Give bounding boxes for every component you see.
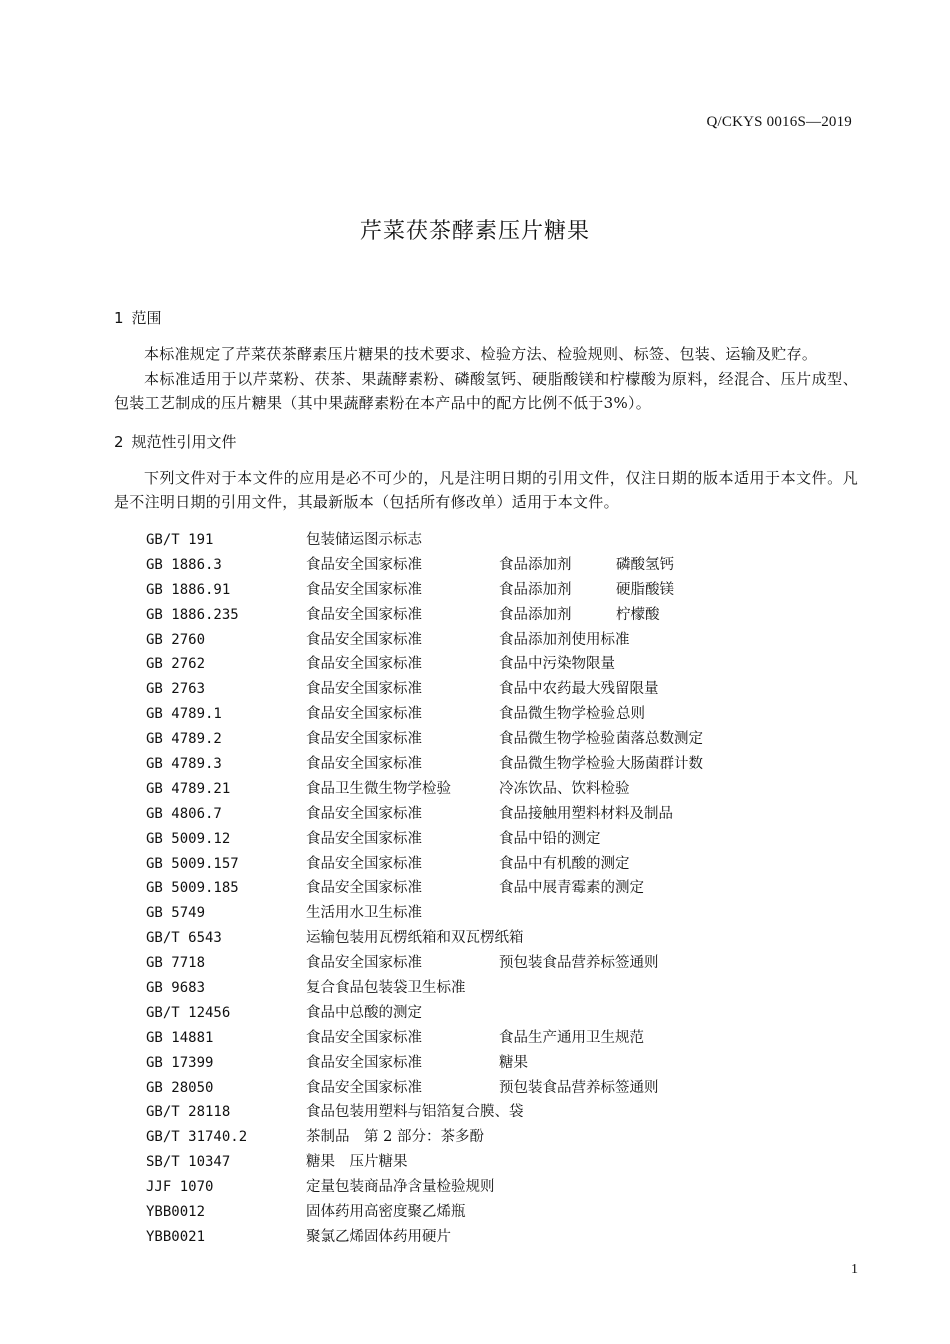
reference-title-part-1: 食品安全国家标准 — [306, 830, 422, 847]
reference-code: GB 5749 — [146, 905, 206, 922]
reference-title-part-3: 磷酸氢钙 — [616, 556, 674, 573]
reference-code: GB 1886.3 — [146, 556, 222, 573]
reference-row — [146, 1051, 846, 1076]
reference-row — [146, 926, 846, 951]
reference-title-part-1: 茶制品 第 2 部分：茶多酚 — [306, 1129, 484, 1146]
reference-title-part-2: 预包装食品营养标签通则 — [499, 955, 659, 972]
reference-title-part-2: 食品中铅的测定 — [499, 830, 601, 847]
section-title: 规范性引用文件 — [131, 433, 237, 451]
reference-row — [146, 603, 846, 628]
reference-code: YBB0012 — [146, 1204, 206, 1221]
reference-row — [146, 901, 846, 926]
reference-title-part-2: 食品微生物学检验 — [499, 756, 615, 773]
reference-row — [146, 677, 846, 702]
reference-code: GB 1886.235 — [146, 606, 239, 623]
reference-title-part-2: 食品添加剂使用标准 — [499, 631, 630, 648]
reference-title-part-3: 菌落总数测定 — [616, 731, 703, 748]
references-intro-paragraph: 下列文件对于本文件的应用是必不可少的，凡是注明日期的引用文件，仅注日期的版本适用于本文件。凡是不注明日期的引用文件，其最新版本（包括所有修改单）适用于本文件。 — [114, 469, 858, 511]
reference-title-part-1: 食品安全国家标准 — [306, 706, 422, 723]
reference-title-part-1: 包装储运图示标志 — [306, 532, 422, 548]
reference-title-part-2: 食品中展青霉素的测定 — [499, 880, 644, 897]
reference-code: YBB0021 — [146, 1228, 206, 1245]
reference-row — [146, 976, 846, 1001]
reference-title-part-1: 聚氯乙烯固体药用硬片 — [306, 1228, 451, 1245]
reference-code: GB/T 191 — [146, 532, 214, 548]
reference-title-part-3: 柠檬酸 — [616, 606, 660, 623]
reference-row — [146, 1026, 846, 1051]
reference-title-part-1: 食品安全国家标准 — [306, 606, 422, 623]
document-code: Q/CKYS 0016S—2019 — [706, 114, 852, 130]
reference-title-part-1: 食品安全国家标准 — [306, 1079, 422, 1096]
section-heading-scope — [114, 307, 162, 328]
reference-title-part-1: 运输包装用瓦楞纸箱和双瓦楞纸箱 — [306, 930, 524, 947]
reference-code: GB 2762 — [146, 656, 206, 673]
reference-code: GB/T 31740.2 — [146, 1129, 248, 1146]
reference-code: GB/T 28118 — [146, 1104, 231, 1121]
reference-title-part-1: 食品卫生微生物学检验 — [306, 780, 451, 797]
reference-code: GB 7718 — [146, 955, 206, 972]
scope-paragraph-1: 本标准规定了芹菜茯茶酵素压片糖果的技术要求、检验方法、检验规则、标签、包装、运输及贮存。 — [144, 345, 818, 363]
reference-code: SB/T 10347 — [146, 1154, 231, 1171]
reference-row — [146, 802, 846, 827]
section-title: 范围 — [131, 309, 162, 327]
reference-title-part-1: 食品安全国家标准 — [306, 855, 422, 872]
reference-title-part-1: 食品安全国家标准 — [306, 880, 422, 897]
reference-title-part-1: 复合食品包装袋卫生标准 — [306, 980, 466, 997]
reference-code: GB 9683 — [146, 980, 206, 997]
reference-title-part-1: 食品安全国家标准 — [306, 1029, 422, 1046]
reference-title-part-1: 食品安全国家标准 — [306, 955, 422, 972]
reference-row — [146, 1175, 846, 1200]
reference-code: GB/T 12456 — [146, 1004, 231, 1021]
reference-title-part-2: 食品微生物学检验 — [499, 706, 615, 723]
reference-title-part-2: 食品中农药最大残留限量 — [499, 681, 659, 698]
reference-row — [146, 1125, 846, 1150]
reference-title-part-1: 食品安全国家标准 — [306, 581, 422, 598]
reference-row — [146, 777, 846, 802]
reference-code: GB 14881 — [146, 1029, 214, 1046]
reference-row — [146, 578, 846, 603]
reference-row — [146, 528, 846, 553]
reference-row — [146, 951, 846, 976]
page-number: 1 — [851, 1262, 858, 1277]
reference-code: GB 2760 — [146, 631, 206, 648]
reference-title-part-1: 食品中总酸的测定 — [306, 1004, 422, 1021]
reference-list — [146, 528, 846, 1250]
reference-code: GB 28050 — [146, 1079, 214, 1096]
reference-row — [146, 702, 846, 727]
reference-row — [146, 876, 846, 901]
reference-code: GB 17399 — [146, 1054, 214, 1071]
reference-row — [146, 1200, 846, 1225]
reference-code: GB 5009.185 — [146, 880, 239, 897]
reference-row — [146, 1100, 846, 1125]
reference-code: GB 5009.12 — [146, 830, 231, 847]
reference-row — [146, 652, 846, 677]
section-number: 1 — [114, 309, 124, 327]
reference-row — [146, 1076, 846, 1101]
reference-code: GB 4789.1 — [146, 706, 222, 723]
reference-title-part-2: 食品中有机酸的测定 — [499, 855, 630, 872]
reference-row — [146, 1225, 846, 1250]
reference-title-part-2: 食品接触用塑料材料及制品 — [499, 805, 673, 822]
reference-title-part-2: 食品添加剂 — [499, 556, 572, 573]
reference-title-part-1: 食品安全国家标准 — [306, 656, 422, 673]
reference-row — [146, 727, 846, 752]
reference-row — [146, 1001, 846, 1026]
reference-code: GB 4789.21 — [146, 780, 231, 797]
reference-title-part-1: 食品安全国家标准 — [306, 631, 422, 648]
scope-paragraph-2: 本标准适用于以芹菜粉、茯茶、果蔬酵素粉、磷酸氢钙、硬脂酸镁和柠檬酸为原料，经混合、压片成型、包装工艺制成的压片糖果（其中果蔬酵素粉在本产品中的配方比例不低于3%）。 — [114, 370, 858, 412]
reference-title-part-1: 食品安全国家标准 — [306, 556, 422, 573]
reference-title-part-1: 定量包装商品净含量检验规则 — [306, 1179, 495, 1196]
reference-row — [146, 553, 846, 578]
reference-title-part-1: 生活用水卫生标准 — [306, 905, 422, 922]
reference-row — [146, 827, 846, 852]
reference-code: JJF 1070 — [146, 1179, 214, 1196]
reference-code: GB/T 6543 — [146, 930, 222, 947]
reference-title-part-1: 糖果 压片糖果 — [306, 1154, 408, 1171]
reference-title-part-2: 糖果 — [499, 1054, 528, 1071]
reference-title-part-1: 固体药用高密度聚乙烯瓶 — [306, 1204, 466, 1221]
reference-code: GB 2763 — [146, 681, 206, 698]
reference-title-part-1: 食品安全国家标准 — [306, 756, 422, 773]
reference-title-part-2: 食品添加剂 — [499, 581, 572, 598]
section-number: 2 — [114, 433, 124, 451]
reference-title-part-3: 总则 — [616, 706, 645, 723]
reference-row — [146, 628, 846, 653]
reference-title-part-3: 大肠菌群计数 — [616, 756, 703, 773]
reference-code: GB 4806.7 — [146, 805, 222, 822]
reference-code: GB 4789.2 — [146, 731, 222, 748]
reference-title-part-2: 食品微生物学检验 — [499, 731, 615, 748]
reference-code: GB 1886.91 — [146, 581, 231, 598]
reference-title-part-2: 预包装食品营养标签通则 — [499, 1079, 659, 1096]
reference-title-part-1: 食品安全国家标准 — [306, 1054, 422, 1071]
reference-row — [146, 852, 846, 877]
reference-title-part-2: 食品生产通用卫生规范 — [499, 1029, 644, 1046]
reference-title-part-1: 食品安全国家标准 — [306, 681, 422, 698]
reference-title-part-1: 食品包装用塑料与铝箔复合膜、袋 — [306, 1104, 524, 1121]
reference-title-part-2: 冷冻饮品、饮料检验 — [499, 780, 630, 797]
reference-code: GB 4789.3 — [146, 756, 222, 773]
reference-row — [146, 1150, 846, 1175]
section-heading-normative-references — [114, 431, 237, 452]
reference-title-part-1: 食品安全国家标准 — [306, 731, 422, 748]
reference-title-part-2: 食品中污染物限量 — [499, 656, 615, 673]
reference-title-part-1: 食品安全国家标准 — [306, 805, 422, 822]
reference-title-part-2: 食品添加剂 — [499, 606, 572, 623]
reference-row — [146, 752, 846, 777]
reference-code: GB 5009.157 — [146, 855, 239, 872]
document-title: 芹菜茯茶酵素压片糖果 — [359, 219, 590, 244]
reference-title-part-3: 硬脂酸镁 — [616, 581, 674, 598]
